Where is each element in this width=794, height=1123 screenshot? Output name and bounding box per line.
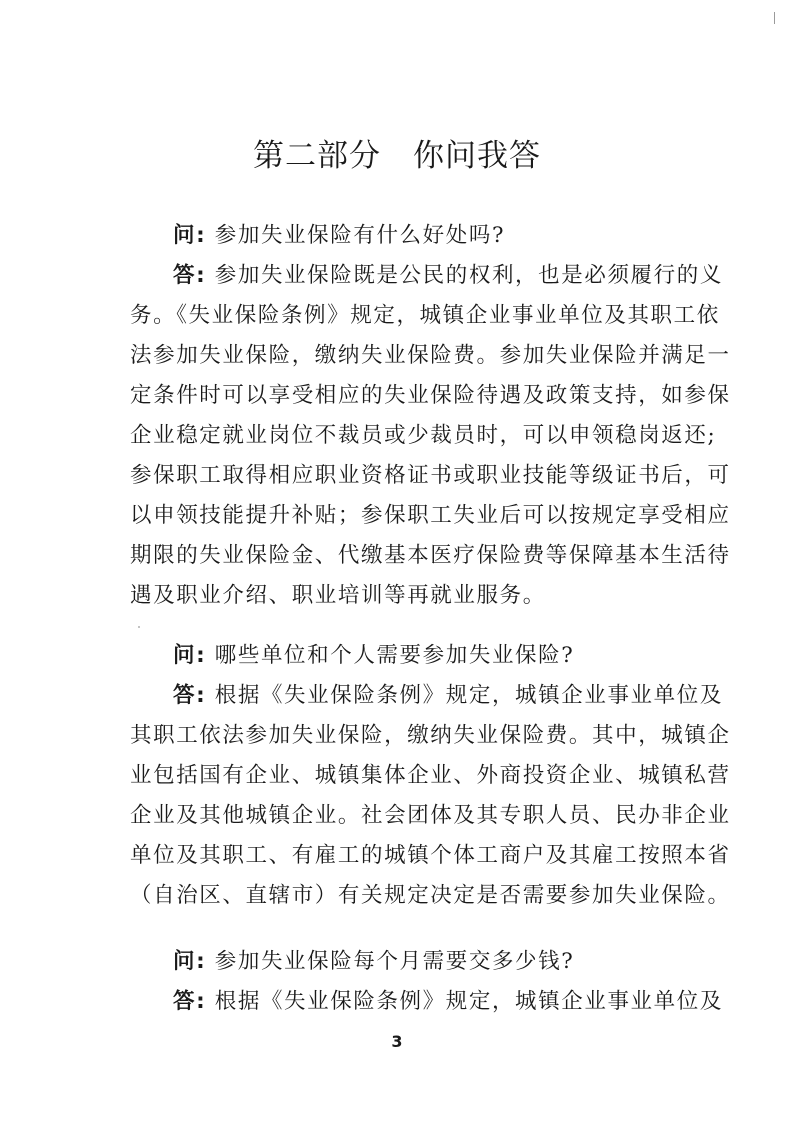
answer-text: 根据《失业保险条例》规定，城镇企业事业单位及 — [206, 683, 723, 708]
answer-line: 以申领技能提升补贴；参保职工失业后可以按规定享受相应 — [130, 503, 731, 528]
answer-first-line — [130, 982, 723, 1022]
question-text: 参加失业保险有什么好处吗? — [206, 223, 506, 248]
answer-line: 业包括国有企业、城镇集体企业、外商投资企业、城镇私营 — [130, 763, 731, 788]
qa-section-who-must-enroll — [130, 636, 731, 916]
answer-line: 其职工依法参加失业保险，缴纳失业保险费。其中，城镇企 — [130, 723, 731, 748]
page-title: 第二部分 你问我答 — [253, 138, 541, 174]
answer-line: 企业稳定就业岗位不裁员或少裁员时，可以申领稳岗返还; — [130, 423, 717, 448]
answer-marker: 答: — [173, 263, 207, 288]
page-number: 3 — [391, 1032, 403, 1051]
answer-marker: 答: — [173, 989, 207, 1014]
answer-line: 法参加失业保险，缴纳失业保险费。参加失业保险并满足一 — [130, 343, 731, 368]
answer-line: 期限的失业保险金、代缴基本医疗保险费等保障基本生活待 — [130, 543, 731, 568]
question-text: 参加失业保险每个月需要交多少钱? — [206, 949, 575, 974]
answer-line: 定条件时可以享受相应的失业保险待遇及政策支持，如参保 — [130, 383, 731, 408]
scan-edge-mark — [774, 12, 775, 24]
answer-text: 参加失业保险既是公民的权利，也是必须履行的义 — [206, 263, 723, 288]
question-line — [130, 942, 670, 982]
answer-line: 参保职工取得相应职业资格证书或职业技能等级证书后，可 — [130, 463, 731, 488]
answer-line: 务。《失业保险条例》规定，城镇企业事业单位及其职工依 — [130, 303, 720, 328]
question-line — [130, 636, 670, 676]
answer-line: 单位及其职工、有雇工的城镇个体工商户及其雇工按照本省 — [130, 843, 731, 868]
question-line — [130, 216, 670, 256]
answer-first-line — [130, 676, 723, 716]
answer-first-line — [130, 256, 723, 296]
question-marker: 问: — [173, 643, 207, 668]
qa-section-monthly-cost — [130, 942, 723, 1022]
answer-text: 根据《失业保险条例》规定，城镇企业事业单位及 — [206, 989, 723, 1014]
scan-speck — [138, 626, 140, 628]
qa-section-benefits — [130, 216, 731, 616]
answer-marker: 答: — [173, 683, 207, 708]
question-text: 哪些单位和个人需要参加失业保险? — [206, 643, 575, 668]
answer-line: 企业及其他城镇企业。社会团体及其专职人员、民办非企业 — [130, 803, 731, 828]
answer-line: （自治区、直辖市）有关规定决定是否需要参加失业保险。 — [130, 883, 731, 908]
question-marker: 问: — [173, 223, 207, 248]
answer-line: 遇及职业介绍、职业培训等再就业服务。 — [130, 583, 546, 608]
question-marker: 问: — [173, 949, 207, 974]
